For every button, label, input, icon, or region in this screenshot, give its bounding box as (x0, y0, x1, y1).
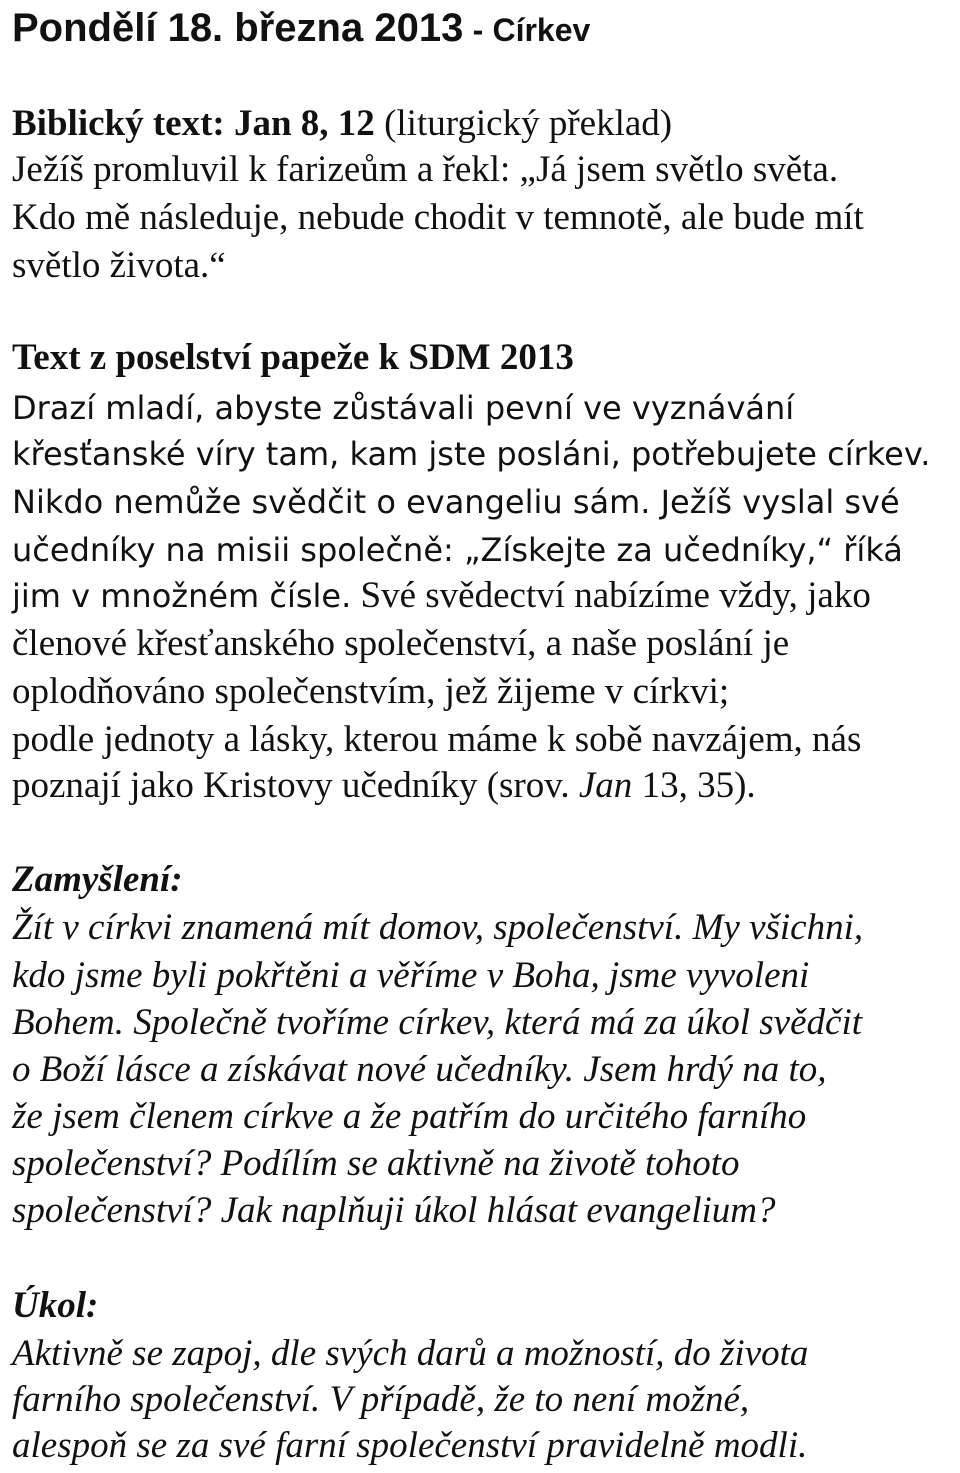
bible-line: Ježíš promluvil k farizeům a řekl: „Já jsem světlo světa. (12, 149, 839, 190)
page-title (12, 4, 590, 54)
reflection-line: o Boží lásce a získávat nové učedníky. Jsem hrdý na to, (12, 1049, 827, 1090)
task-line: Aktivně se zapoj, dle svých darů a možností, do života (12, 1333, 809, 1374)
message-mixed-line (12, 572, 871, 620)
message-serif-line: oplodňováno společenstvím, jež žijeme v církvi; (12, 671, 730, 712)
task-line: farního společenství. V případě, že to není možné, (12, 1379, 750, 1420)
reflection-line: Bohem. Společně tvoříme církev, která má za úkol svědčit (12, 1002, 863, 1043)
bible-label-note: (liturgický překlad) (384, 103, 673, 144)
title-separator: - (472, 12, 484, 48)
bible-heading (12, 100, 672, 148)
bible-line: světlo života.“ (12, 245, 226, 286)
message-serif-line: členové křesťanského společenství, a naše poslání je (12, 623, 790, 664)
message-line: křesťanské víry tam, kam jste posláni, potřebujete církev. (12, 435, 931, 473)
message-line: Drazí mladí, abyste zůstávali pevní ve vyznávání (12, 389, 795, 427)
reflection-line: kdo jsme byli pokřtěni a věříme v Boha, jsme vyvoleni (12, 955, 810, 996)
message-serif-line: Své svědectví nabízíme vždy, jako (360, 575, 871, 616)
message-serif-line: podle jednoty a lásky, kterou máme k sobě navzájem, nás (12, 719, 862, 760)
task-heading: Úkol: (12, 1285, 99, 1326)
message-line: jim v množném čísle. (12, 577, 352, 615)
title-topic: Církev (492, 12, 591, 48)
task-line: alespoň se za své farní společenství pravidelně modli. (12, 1425, 808, 1466)
reflection-line: že jsem členem církve a že patřím do určitého farního (12, 1096, 807, 1137)
title-date: Pondělí 18. března 2013 (12, 6, 464, 50)
message-heading: Text z poselství papeže k SDM 2013 (12, 337, 574, 378)
message-reference-line (12, 762, 756, 810)
reflection-line: společenství? Podílím se aktivně na životě tohoto (12, 1143, 740, 1184)
bible-label: Biblický text: Jan 8, 12 (12, 103, 375, 144)
message-line: učedníky na misii společně: „Získejte za učedníky,“ říká (12, 531, 903, 569)
reflection-line: společenství? Jak naplňuji úkol hlásat evangelium? (12, 1190, 776, 1231)
bible-line: Kdo mě následuje, nebude chodit v temnotě, ale bude mít (12, 197, 864, 238)
reflection-heading: Zamyšlení: (12, 859, 183, 900)
message-line: Nikdo nemůže svědčit o evangeliu sám. Ježíš vyslal své (12, 483, 900, 521)
message-serif-line: poznají jako Kristovy učedníky (srov. (12, 765, 570, 806)
reflection-line: Žít v církvi znamená mít domov, společenství. My všichni, (12, 907, 864, 948)
reference-rest: 13, 35). (641, 765, 756, 806)
reference-book: Jan (578, 765, 633, 806)
